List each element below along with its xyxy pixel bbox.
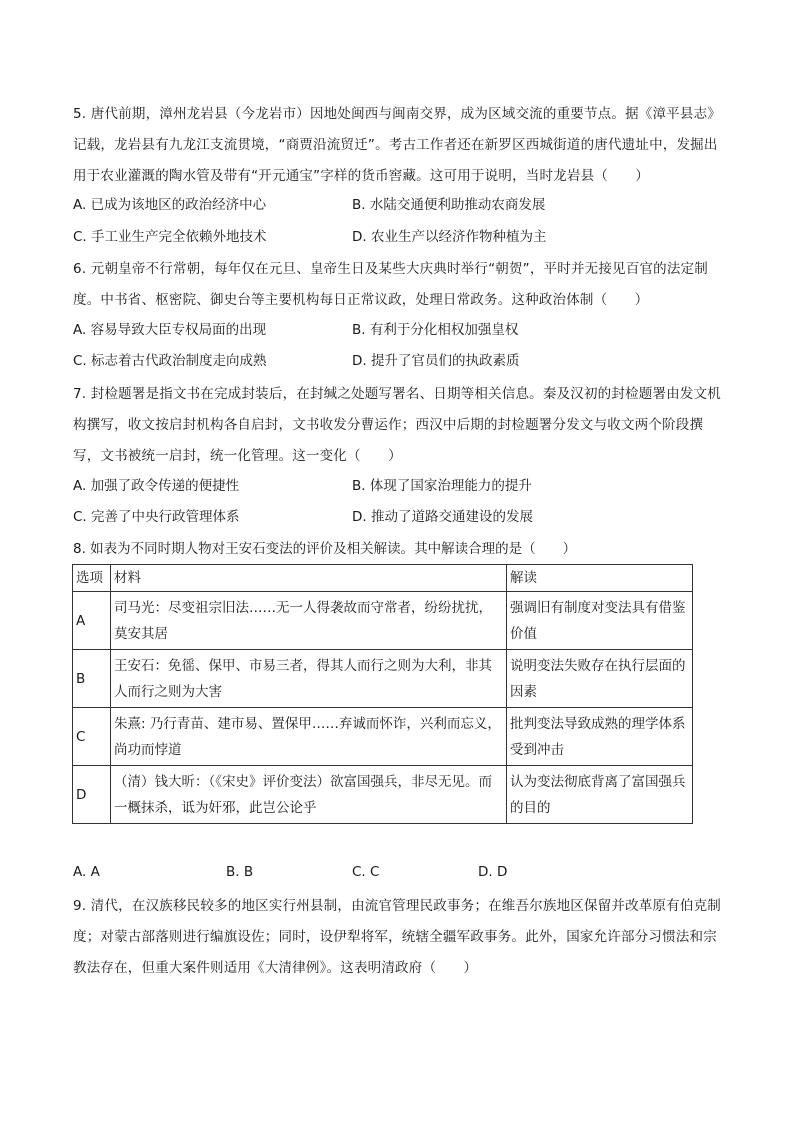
table-header-option: 选项 bbox=[73, 565, 111, 592]
table-cell-reading: 说明变法失败存在执行层面的因素 bbox=[507, 650, 693, 708]
table-header-row bbox=[73, 565, 693, 592]
question-5-option-b[interactable]: B. 水陆交通便利助推动农商发展 bbox=[352, 197, 546, 213]
table-row bbox=[73, 592, 693, 650]
question-6-option-a[interactable]: A. 容易导致大臣专权局面的出现 bbox=[73, 322, 267, 338]
table-cell-option: D bbox=[73, 766, 111, 824]
table-cell-reading: 认为变法彻底背离了富国强兵的目的 bbox=[507, 766, 693, 824]
table-header-material: 材料 bbox=[111, 565, 507, 592]
table-cell-reading: 批判变法导致成熟的理学体系受到冲击 bbox=[507, 708, 693, 766]
table-cell-option: B bbox=[73, 650, 111, 708]
question-7-option-d[interactable]: D. 推动了道路交通建设的发展 bbox=[352, 509, 533, 525]
question-7-option-a[interactable]: A. 加强了政令传递的便捷性 bbox=[73, 478, 240, 494]
table-cell-material: 司马光：尽变祖宗旧法……无一人得袭故而守常者，纷纷扰扰，莫安其居 bbox=[111, 592, 507, 650]
table-row bbox=[73, 650, 693, 708]
question-6-option-c[interactable]: C. 标志着古代政治制度走向成熟 bbox=[73, 353, 267, 369]
question-8-answer-b[interactable]: B. B bbox=[226, 864, 254, 880]
question-6-option-d[interactable]: D. 提升了官员们的执政素质 bbox=[352, 353, 520, 369]
question-6-option-b[interactable]: B. 有利于分化相权加强皇权 bbox=[352, 322, 519, 338]
question-5-option-a[interactable]: A. 已成为该地区的政治经济中心 bbox=[73, 197, 267, 213]
table-cell-material: （清）钱大昕：（《宋史》评价变法）欲富国强兵，非尽无见。而一概抹杀，诋为奸邪，此岂公论乎 bbox=[111, 766, 507, 824]
table-cell-material: 王安石：免徭、保甲、市易三者，得其人而行之则为大利，非其人而行之则为大害 bbox=[111, 650, 507, 708]
question-5-stem: 5. 唐代前期，漳州龙岩县（今龙岩市）因地处闽西与闽南交界，成为区域交流的重要节点。据《漳平县志》记载，龙岩县有九龙江支流贯境，“商贾沿流贸迁”。考古工作者还在新罗区西城街道的唐代遗址中，发掘出用于农业灌溉的陶水管及带有“开元通宝”字样的货币窖藏。这可用于说明，当时龙岩县（ ） bbox=[73, 106, 721, 184]
question-7-stem: 7. 封检题署是指文书在完成封装后，在封缄之处题写署名、日期等相关信息。秦及汉初的封检题署由发文机构撰写，收文按启封机构各自启封，文书收发分曹运作；西汉中后期的封检题署分发文与收文两个阶段撰写，文书被统一启封，统一化管理。这一变化（ ） bbox=[73, 386, 721, 464]
question-8-stem: 8. 如表为不同时期人物对王安石变法的评价及相关解读。其中解读合理的是（ ） bbox=[73, 541, 577, 557]
table-cell-material: 朱熹: 乃行青苗、建市易、置保甲……弃诚而怀诈，兴利而忘义，尚功而悖道 bbox=[111, 708, 507, 766]
table-row bbox=[73, 708, 693, 766]
question-8-answer-d[interactable]: D. D bbox=[478, 864, 508, 880]
table-header-reading: 解读 bbox=[507, 565, 693, 592]
question-5-option-c[interactable]: C. 手工业生产完全依赖外地技术 bbox=[73, 229, 267, 245]
table-cell-option: C bbox=[73, 708, 111, 766]
question-7-option-c[interactable]: C. 完善了中央行政管理体系 bbox=[73, 509, 240, 525]
question-7-option-b[interactable]: B. 体现了国家治理能力的提升 bbox=[352, 478, 532, 494]
question-9-stem: 9. 清代，在汉族移民较多的地区实行州县制，由流官管理民政事务；在维吾尔族地区保留并改革原有伯克制度；对蒙古部落则进行编旗设佐；同时，设伊犁将军，统辖全疆军政事务。此外，国家允许部分习惯法和宗教法存在，但重大案件则适用《大清律例》。这表明清政府（ ） bbox=[73, 898, 721, 976]
question-5-option-d[interactable]: D. 农业生产以经济作物种植为主 bbox=[352, 229, 547, 245]
table-row bbox=[73, 766, 693, 824]
table-cell-option: A bbox=[73, 592, 111, 650]
question-8-answer-a[interactable]: A. A bbox=[73, 864, 100, 880]
table-cell-reading: 强调旧有制度对变法具有借鉴价值 bbox=[507, 592, 693, 650]
question-8-answer-c[interactable]: C. C bbox=[352, 864, 380, 880]
question-6-stem: 6. 元朝皇帝不行常朝，每年仅在元旦、皇帝生日及某些大庆典时举行“朝贺”，平时并无接见百官的法定制度。中书省、枢密院、御史台等主要机构每日正常议政，处理日常政务。这种政治体制（ ） bbox=[73, 261, 708, 308]
question-8-table bbox=[72, 564, 693, 824]
